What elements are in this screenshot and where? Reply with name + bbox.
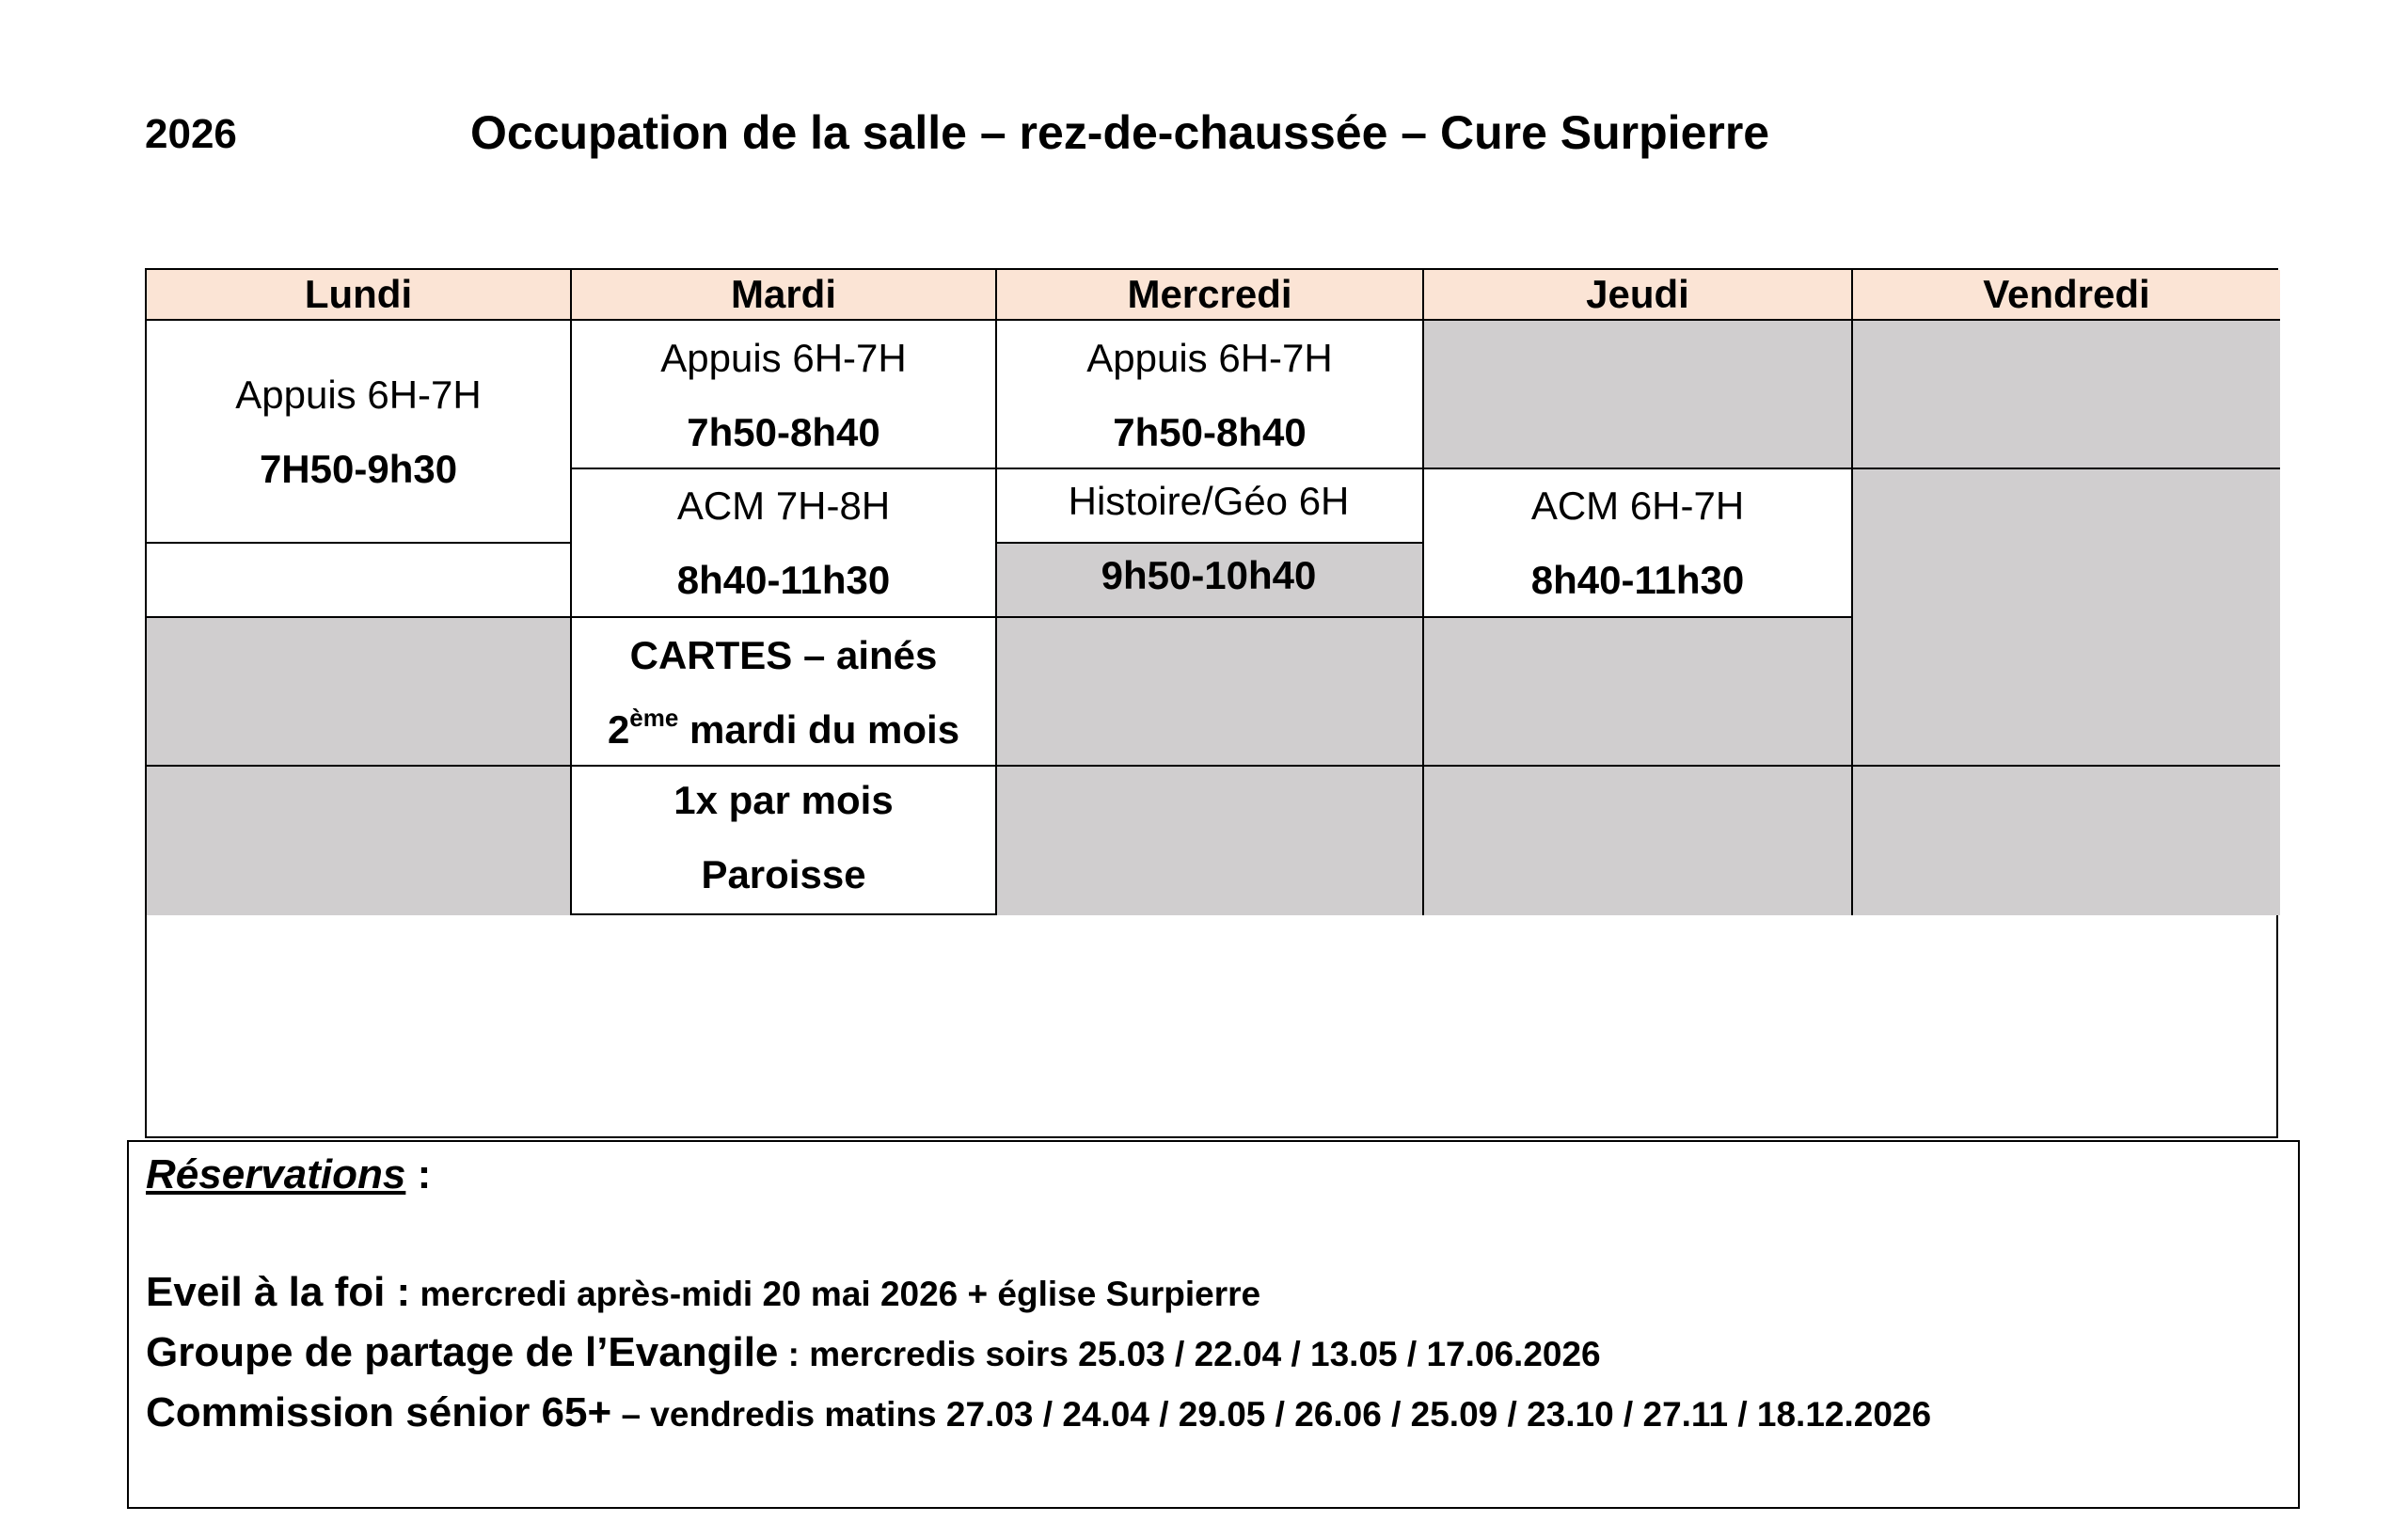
- header-mercredi: Mercredi: [997, 270, 1424, 321]
- mardi-slot-3-line2: 2ème mardi du mois: [607, 704, 960, 752]
- header-jeudi: Jeudi: [1424, 270, 1853, 321]
- vendredi-free-slot-1: [1853, 321, 2280, 469]
- lundi-slot-1-time: 7H50-9h30: [259, 446, 458, 491]
- mercredi-slot-2-course: Histoire/Géo 6H: [1068, 479, 1350, 523]
- mardi-slot-2-time: 8h40-11h30: [676, 558, 891, 602]
- mardi-slot-3-line3: 1x par mois: [673, 778, 894, 822]
- mardi-slot-1: [572, 321, 997, 469]
- mardi-slot-1-time: 7h50-8h40: [687, 410, 880, 454]
- mercredi-free-slot-2: [997, 618, 1424, 767]
- jeudi-slot-1: [1424, 469, 1853, 618]
- header-vendredi: Vendredi: [1853, 270, 2280, 321]
- jeudi-free-slot-1: [1424, 321, 1853, 469]
- lundi-slot-1: [147, 321, 572, 544]
- mercredi-slot-2-time: 9h50-10h40: [1101, 553, 1317, 597]
- reservations-box: [127, 1140, 2300, 1509]
- lundi-free-slot-bottom: [147, 767, 572, 915]
- mardi-slot-3-line1: CARTES – ainés: [629, 633, 938, 677]
- jeudi-slot-1-time: 8h40-11h30: [1530, 558, 1745, 602]
- lundi-empty-slot: [147, 544, 572, 618]
- reservation-item: Commission sénior 65+ – vendredis matins 27.03 / 24.04 / 29.05 / 26.06 / 25.09 / 23.10 / 27.11 / 18.12.2026: [146, 1389, 1932, 1435]
- mercredi-slot-1-time: 7h50-8h40: [1113, 410, 1307, 454]
- reservations-heading: Réservations :: [146, 1151, 432, 1197]
- reservation-item: Eveil à la foi : mercredi après-midi 20 mai 2026 + église Surpierre: [146, 1269, 1261, 1315]
- mardi-slot-3: [572, 618, 997, 767]
- jeudi-free-slot-3: [1424, 767, 1853, 915]
- header-mardi: Mardi: [572, 270, 997, 321]
- mardi-slot-2-course: ACM 7H-8H: [676, 484, 891, 528]
- jeudi-slot-1-course: ACM 6H-7H: [1530, 484, 1745, 528]
- lundi-free-slot: [147, 618, 572, 767]
- vendredi-free-slot-2: [1853, 469, 2280, 767]
- header-lundi: Lundi: [147, 270, 572, 321]
- mardi-slot-3-cont: [572, 767, 997, 915]
- reservation-item: Groupe de partage de l’Evangile : mercredis soirs 25.03 / 22.04 / 13.05 / 17.06.2026: [146, 1329, 1601, 1375]
- jeudi-free-slot-2: [1424, 618, 1853, 767]
- page-title: Occupation de la salle – rez-de-chaussée – Cure Surpierre: [470, 106, 1770, 159]
- mardi-slot-1-course: Appuis 6H-7H: [660, 336, 907, 380]
- mercredi-slot-1: [997, 321, 1424, 469]
- mardi-slot-3-line4: Paroisse: [701, 852, 866, 896]
- vendredi-free-slot-3: [1853, 767, 2280, 915]
- lundi-slot-1-course: Appuis 6H-7H: [235, 372, 482, 417]
- mercredi-slot-1-course: Appuis 6H-7H: [1086, 336, 1333, 380]
- year-label: 2026: [145, 111, 237, 157]
- mardi-slot-2: [572, 469, 997, 618]
- mercredi-free-slot-3: [997, 767, 1424, 915]
- schedule-table: [145, 268, 2278, 1138]
- mercredi-slot-2-text: [995, 464, 1422, 612]
